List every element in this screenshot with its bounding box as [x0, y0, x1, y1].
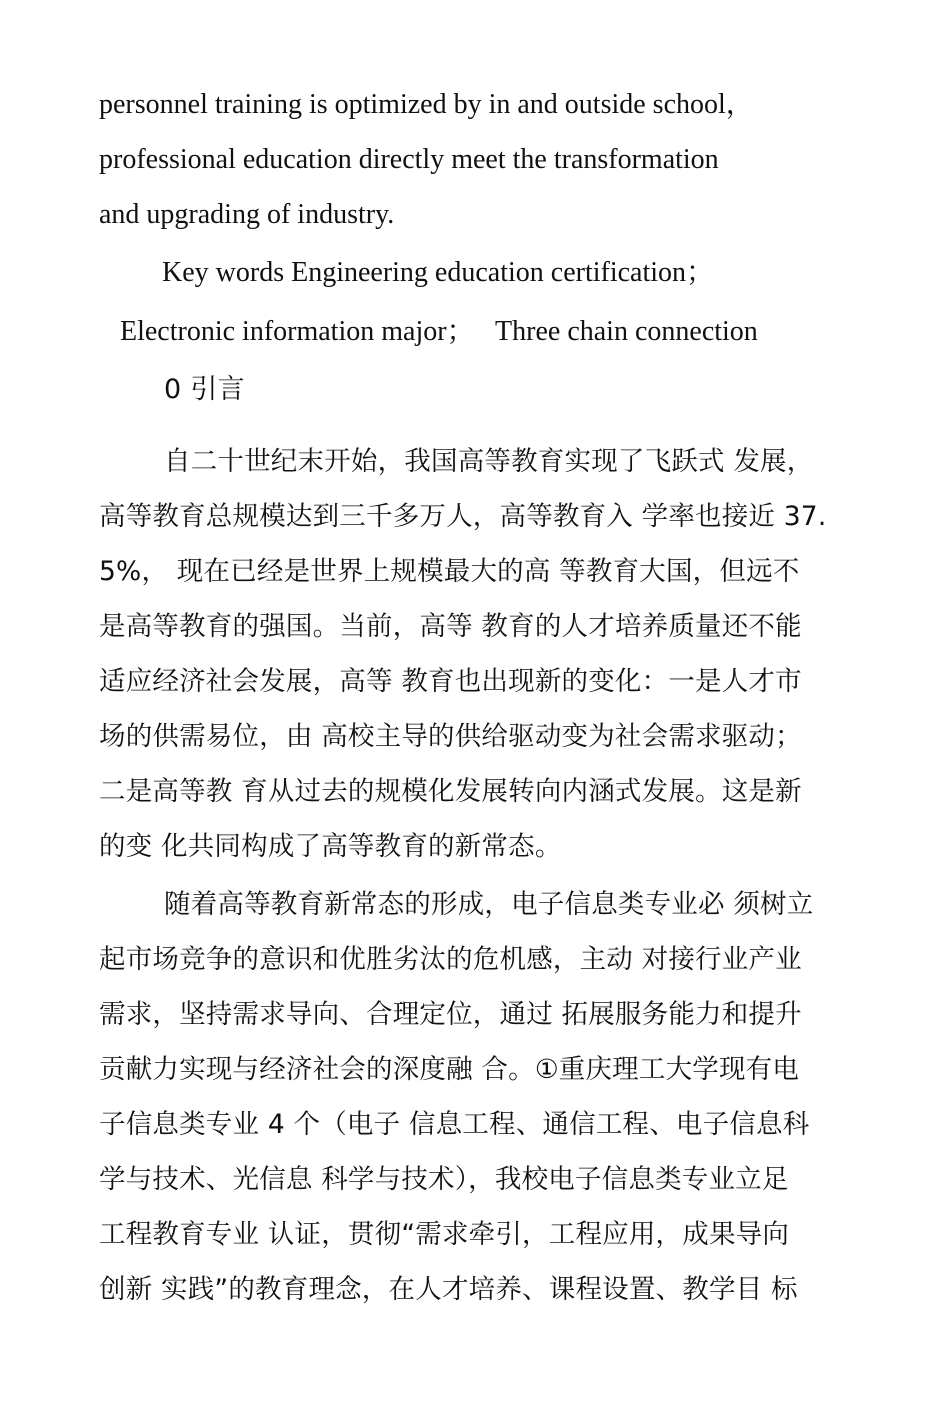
keywords-line-2: Electronic information major； Three chain connection — [120, 316, 758, 347]
paragraph2-line-4: 贡献力实现与经济社会的深度融 合。①重庆理工大学现有电 — [99, 1054, 800, 1085]
paragraph1-line-5: 适应经济社会发展，高等 教育也出现新的变化：一是人才市 — [99, 666, 802, 697]
paragraph1-line-8: 的变 化共同构成了高等教育的新常态。 — [99, 831, 562, 862]
section-heading: 0 引言 — [164, 374, 245, 405]
paragraph1-line-7: 二是高等教 育从过去的规模化发展转向内涵式发展。这是新 — [99, 776, 802, 807]
paragraph1-line-2: 高等教育总规模达到三千多万人，高等教育入 学率也接近 37. — [99, 501, 827, 532]
paragraph2-line-6: 学与技术、光信息 科学与技术），我校电子信息类专业立足 — [99, 1164, 789, 1195]
paragraph2-line-2: 起市场竞争的意识和优胜劣汰的危机感，主动 对接行业产业 — [99, 944, 802, 975]
paragraph1-line-3: 5%， 现在已经是世界上规模最大的高 等教育大国，但远不 — [99, 556, 800, 587]
paragraph2-line-8: 创新 实践”的教育理念，在人才培养、课程设置、教学目 标 — [99, 1274, 798, 1305]
paragraph1-line-6: 场的供需易位，由 高校主导的供给驱动变为社会需求驱动； — [99, 721, 802, 752]
paragraph1-line-1: 自二十世纪末开始，我国高等教育实现了飞跃式 发展， — [164, 446, 814, 477]
abstract-line-3: and upgrading of industry. — [99, 199, 395, 230]
keywords-line-1: Key words Engineering education certification； — [162, 257, 715, 288]
paragraph2-line-5: 子信息类专业 4 个（电子 信息工程、通信工程、电子信息科 — [99, 1109, 810, 1140]
abstract-line-1: personnel training is optimized by in and outside school， — [99, 89, 754, 120]
paragraph2-line-7: 工程教育专业 认证，贯彻“需求牵引，工程应用，成果导向 — [99, 1219, 790, 1250]
paragraph1-line-4: 是高等教育的强国。当前，高等 教育的人才培养质量还不能 — [99, 611, 802, 642]
paragraph2-line-1: 随着高等教育新常态的形成，电子信息类专业必 须树立 — [164, 889, 814, 920]
paragraph2-line-3: 需求，坚持需求导向、合理定位，通过 拓展服务能力和提升 — [99, 999, 802, 1030]
abstract-line-2: professional education directly meet the transformation — [99, 144, 719, 175]
